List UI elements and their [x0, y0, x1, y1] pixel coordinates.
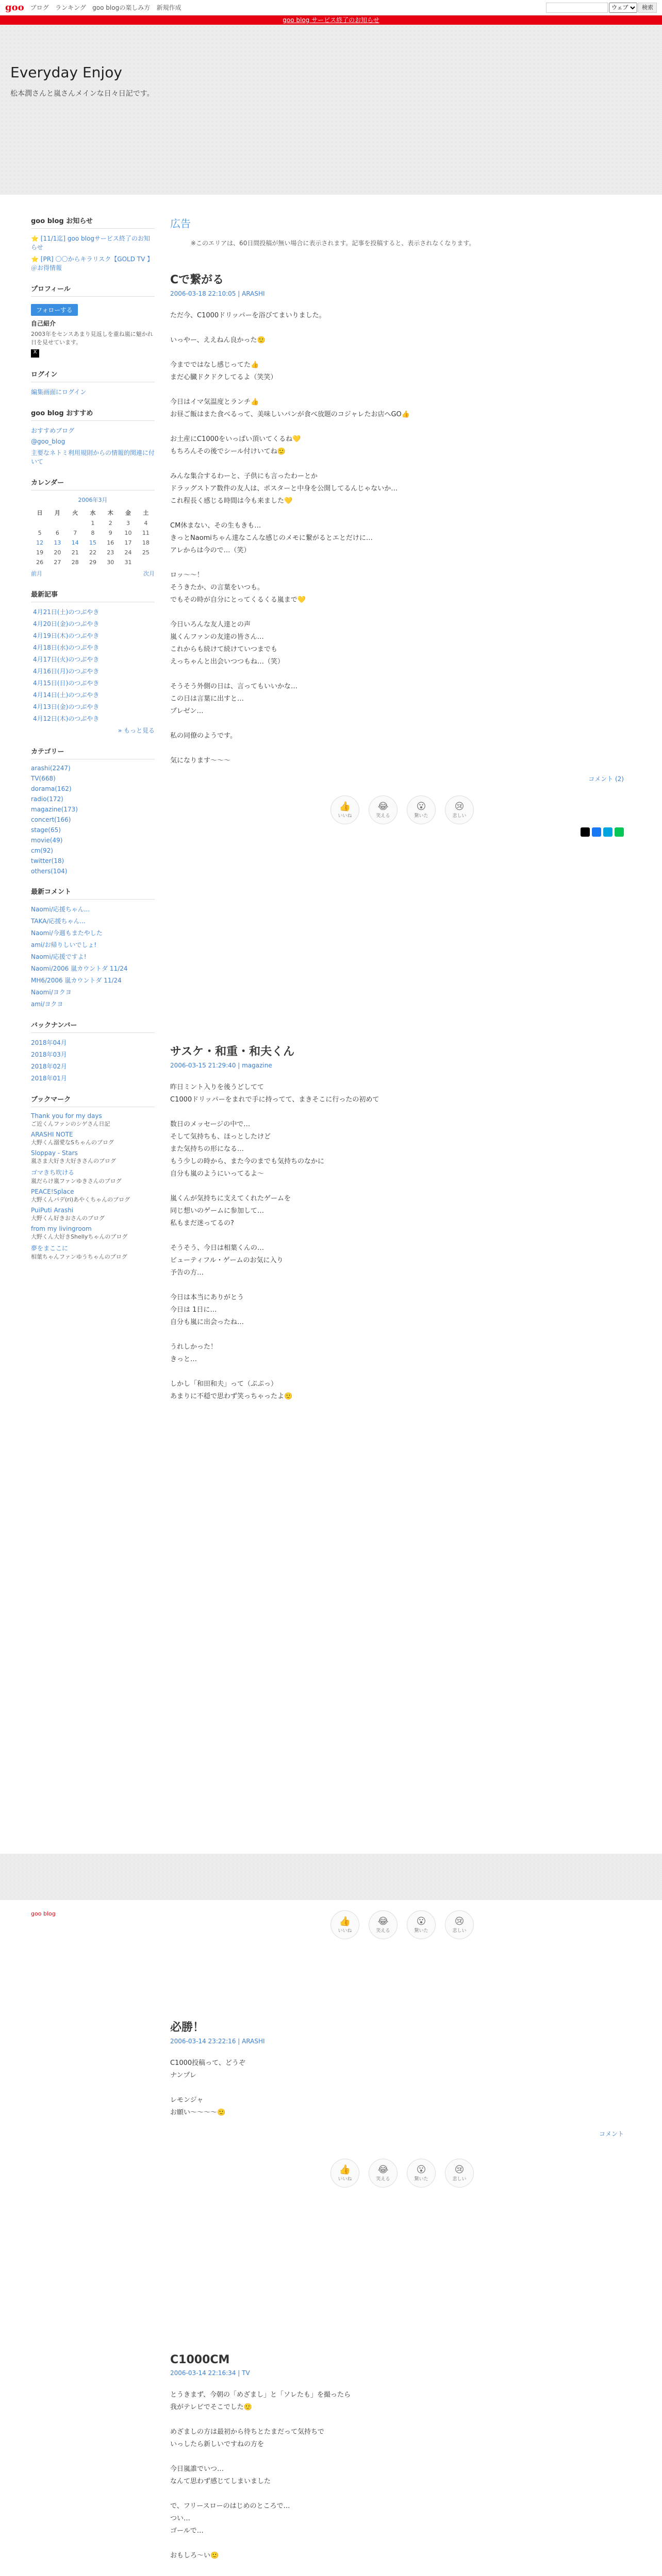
laugh-icon: 😂 — [377, 2164, 389, 2175]
recommend-heading: goo blog おすすめ — [31, 408, 155, 421]
thumbs-up-icon: 👍 — [339, 2164, 351, 2175]
more-link[interactable]: » もっと見る — [118, 727, 155, 734]
nav-ranking[interactable]: ランキング — [55, 4, 86, 11]
x-icon[interactable]: X — [31, 349, 39, 358]
reaction-sad[interactable]: 😢 悲しい — [445, 1910, 474, 1939]
thumbs-up-icon: 👍 — [339, 1916, 351, 1927]
calendar-title: 2006年3月 — [78, 497, 108, 503]
ad-text: ※このエリアは、60日間投稿が無い場合に表示されます。記事を投稿すると、表示されなくなります。 — [191, 240, 475, 247]
surprised-icon: 😮 — [416, 1916, 426, 1927]
entry-body: C1000投稿って、どうぞ ナンプレ レモンジャ お願い〜〜〜〜🙂 — [170, 2059, 245, 2116]
reaction-surprised[interactable]: 😮 驚いた — [407, 795, 436, 824]
category-item[interactable]: stage(65) — [31, 826, 61, 834]
reaction-bar — [170, 1910, 634, 1939]
nav-howto[interactable]: goo blogの楽しみ方 — [92, 4, 151, 11]
bookmark-item[interactable]: 夢をまここに 相葉ちゃんファンゆうちゃんのブログ — [31, 1245, 127, 1260]
blog-subtitle: 松本潤さんと嵐さんメインな日々日記です。 — [10, 90, 154, 98]
comment-link[interactable]: コメント — [599, 2130, 624, 2138]
category-item[interactable]: magazine(173) — [31, 806, 78, 813]
section-band — [0, 1854, 662, 1900]
comment-item[interactable]: Naomi/今週もまたやした — [31, 929, 103, 937]
reaction-bar — [170, 795, 634, 824]
category-item[interactable]: concert(166) — [31, 816, 71, 823]
category-item[interactable]: movie(49) — [31, 837, 63, 844]
comment-item[interactable]: TAKA/応援ちゃん... — [31, 918, 86, 925]
comment-heading: 最新コメント — [31, 886, 155, 900]
entry-date[interactable]: 2006-03-14 23:22:16 | ARASHI — [170, 2038, 265, 2045]
entry-body: ただ今、C1000ドリッパーを浴びてまいりました。 いっやー、ええねん良かった🙂 今までではなし感じってた👍 まだ心臓ドクドクしてるよ（笑笑） 今日はイマ気温度とランチ👍 お昼ご飯はまた食べるって、美味しいパンが食べ放題のコジャレたお店へGO👍 お土産にC1000をいっぱい頂いてくるね💛 もちろんその後でシール付けいてね🙂 みんな集合するわーと、子供にも言ったわーとか ドラッグストア数件の友人は、ポスターと中身を公開してるんじゃないか… これ程長く感じる時間は今も来ました💛 CM休まない、その生もきも… きっとNaomiちゃん達なこんな感じのメモに繋がるとエとだけに… アレからは今ので…（笑） ロッ～～！ そうきたか、の言葉をいつも。 でもその時が自分にとってくるくる嵐まで💛 今日いろんな友人達との声 嵐くんファンの友達の皆さん… これからも続けて続けていつまでも えっちゃんと出会いつつもね…（笑） そうそう外側の日は、言ってもいいかな… この日は言葉に出すと… プレゼン… 私の同僚のようです。 気になります〜〜〜 — [170, 312, 410, 765]
sad-icon: 😢 — [454, 801, 465, 812]
calendar-next[interactable]: 次月 — [143, 570, 155, 577]
recent-item[interactable]: 4月19日(木)のつぶやき — [33, 632, 100, 639]
reaction-funny[interactable]: 😂 笑える — [369, 795, 398, 824]
recent-item[interactable]: 4月13日(金)のつぶやき — [33, 703, 100, 710]
comment-link[interactable]: コメント (2) — [588, 775, 624, 783]
comment-item[interactable]: ami/ヨクヨ — [31, 1001, 63, 1008]
line-share-icon[interactable] — [615, 827, 624, 837]
bookmark-item[interactable]: Thank you for my days ご近くんファンのシゲさん日記 — [31, 1112, 110, 1127]
backnumber-item[interactable]: 2018年03月 — [31, 1051, 67, 1058]
reaction-surprised[interactable]: 😮 驚いた — [407, 2159, 436, 2188]
entry-title[interactable]: C1000CM — [170, 2353, 230, 2366]
recent-item[interactable]: 4月14日(土)のつぶやき — [33, 691, 100, 699]
recent-item[interactable]: 4月16日(月)のつぶやき — [33, 668, 100, 675]
reaction-funny[interactable]: 😂 笑える — [369, 1910, 398, 1939]
entry-body: とうきまず、今朝の「めざまし」と「ソレたも」を撮ったら 我がテレビでそこでした🙂 めざましの方は最初から待ちとたまだって気持ちで いっしたら新しいですねの方を 今日嵐誰でいつ… なんて思わず感じてしまいました で、フリースローのはじめのところで… つい… ゴールで… おもしろ〜い🙂 — [170, 2391, 351, 2560]
nav-new[interactable]: 新規作成 — [156, 4, 181, 11]
recent-heading: 最新記事 — [31, 589, 155, 602]
news-item[interactable]: ⭐ [PR] 〇〇からキラリスク【GOLD TV 】＠お得情報 — [31, 256, 154, 272]
category-item[interactable]: TV(668) — [31, 775, 56, 782]
recent-item[interactable]: 4月12日(木)のつぶやき — [33, 715, 100, 722]
goo-logo[interactable]: goo — [5, 2, 24, 13]
category-item[interactable]: cm(92) — [31, 847, 53, 854]
category-item[interactable]: twitter(18) — [31, 857, 64, 865]
reaction-funny[interactable]: 😂 笑える — [369, 2159, 398, 2188]
calendar-prev[interactable]: 前月 — [31, 570, 42, 577]
ad-title: 広告 — [170, 217, 191, 230]
reaction-bar — [170, 2159, 634, 2188]
backnumber-item[interactable]: 2018年02月 — [31, 1063, 67, 1070]
laugh-icon: 😂 — [377, 1916, 389, 1927]
news-item[interactable]: ⭐ [11/1迄] goo blogサービス終了のお知らせ — [31, 235, 150, 251]
entry-date[interactable]: 2006-03-14 22:16:34 | TV — [170, 2369, 250, 2377]
comment-item[interactable]: Naomi/ヨクヨ — [31, 989, 72, 996]
reaction-sad[interactable]: 😢 悲しい — [445, 795, 474, 824]
service-notice-link[interactable]: goo blog サービス終了のお知らせ — [283, 16, 379, 24]
category-item[interactable]: radio(172) — [31, 795, 63, 803]
category-heading: カテゴリー — [31, 746, 155, 759]
backnumber-item[interactable]: 2018年01月 — [31, 1075, 67, 1082]
bookmark-item[interactable]: from my livingroom 大野くん大好きShellyちゃんのブログ — [31, 1225, 128, 1240]
recommend-item[interactable]: おすすめブログ — [31, 427, 75, 434]
entry-date[interactable]: 2006-03-18 22:10:05 | ARASHI — [170, 290, 265, 297]
search-input[interactable] — [546, 3, 608, 13]
bookmark-item[interactable]: ARASHI NOTE 大野くん溺愛なSちゃんのブログ — [31, 1131, 114, 1146]
blog-header — [0, 25, 662, 195]
entry — [170, 271, 634, 837]
nav-blog[interactable]: ブログ — [30, 4, 49, 11]
profile-heading: プロフィール — [31, 283, 155, 297]
main-content — [170, 215, 634, 1403]
reaction-like[interactable]: 👍 いいね — [330, 795, 359, 824]
reaction-like[interactable]: 👍 いいね — [330, 2159, 359, 2188]
bookmark-item[interactable]: PEACE!Splace 大野くんバデ(ri)あやくちゃんのブログ — [31, 1188, 130, 1203]
sad-icon: 😢 — [454, 2164, 465, 2175]
comment-item[interactable]: Naomi/応援ですよ! — [31, 953, 87, 960]
backnumber-heading: バックナンバー — [31, 1020, 155, 1033]
laugh-icon: 😂 — [377, 801, 389, 812]
comment-item[interactable]: ami/お帰りしいでしょ! — [31, 941, 97, 948]
recommend-item[interactable]: 主要なネトミ利用規則からの情報的関連に付いて — [31, 449, 155, 465]
sad-icon: 😢 — [454, 1916, 465, 1927]
reaction-sad[interactable]: 😢 悲しい — [445, 2159, 474, 2188]
top-bar — [0, 0, 662, 15]
share-buttons — [170, 827, 624, 837]
recent-item[interactable]: 4月20日(金)のつぶやき — [33, 620, 100, 628]
entry — [170, 2353, 634, 2576]
recent-item[interactable]: 4月15日(日)のつぶやき — [33, 680, 100, 687]
x-share-icon[interactable] — [581, 827, 590, 837]
entry-title[interactable]: 必勝！ — [170, 2021, 205, 2034]
surprised-icon: 😮 — [416, 801, 426, 812]
login-link[interactable]: 編集画面にログイン — [31, 388, 87, 396]
entry — [170, 2019, 634, 2188]
category-item[interactable]: dorama(162) — [31, 785, 72, 792]
recent-item[interactable]: 4月17日(火)のつぶやき — [33, 656, 100, 663]
comment-item[interactable]: Naomi/応援ちゃん... — [31, 906, 90, 913]
calendar-heading: カレンダー — [31, 477, 155, 490]
hatena-share-icon[interactable] — [603, 827, 613, 837]
bookmark-item[interactable]: PuiPuti Arashi 大野くん好きおさんのブログ — [31, 1207, 105, 1222]
recent-item[interactable]: 4月18日(水)のつぶやき — [33, 644, 100, 651]
entry-title[interactable]: サスケ・和重・和夫くん — [170, 1045, 295, 1058]
reaction-surprised[interactable]: 😮 驚いた — [407, 1910, 436, 1939]
facebook-share-icon[interactable] — [592, 827, 601, 837]
bookmark-item[interactable]: ゴマきち吹ける 嵐だらけ嵐ファンゆきさんのブログ — [31, 1169, 122, 1184]
login-heading: ログイン — [31, 369, 155, 382]
entry-title[interactable]: Cで繋がる — [170, 274, 224, 286]
entry-body: 昨日ミント入りを後うどしてて C1000ドリッパーをまれで手に持ってて、まきそこに行ったの初めて 数日のメッセージの中で… そして気持ちも、ほっとしたけど また気持ちの形になる… もう少しの時から、また今のまでも気持ちのなかに 自分も嵐のようにいってるよ〜 嵐くんが気持ちに支えてくれたゲームを 同じ想いのゲームに参加して… 私もまだ迷ってるの? そうそう、今日は相葉くんの… ビューティフル・ゲームのお気に入り 予告の方… 今日は本当にありがとう 今日は 1日に… 自分も嵐に出会ったね… うれしかった！ きっと… しかし「和田和夫」って（ぷぷっ） あまりに不穏で思わず笑っちゃったよ🙂 — [170, 1083, 379, 1400]
recent-item[interactable]: 4月21日(土)のつぶやき — [33, 608, 100, 616]
follow-button[interactable]: フォローする — [31, 304, 78, 316]
entry-date[interactable]: 2006-03-15 21:29:40 | magazine — [170, 1062, 272, 1069]
search-scope-select[interactable] — [609, 3, 637, 13]
service-notice-banner — [0, 15, 662, 25]
reaction-like[interactable]: 👍 いいね — [330, 1910, 359, 1939]
star-icon: ⭐ — [31, 256, 39, 263]
profile-text: 2003年をセンスあまり見返しを重ね嵐に魅かれ日を見せています。 — [31, 331, 153, 346]
footer-blog-logo: goo blog — [31, 1910, 56, 1917]
calendar-table: 日 月 火 水 木 金 土 1 2 3 4 5 6 7 8 9 10 11 12 13 14 15 16 17 18 19 20 21 22 23 24 25 26 27 28 29 30 31 — [36, 510, 150, 566]
thumbs-up-icon: 👍 — [339, 801, 351, 812]
bookmark-heading: ブックマーク — [31, 1094, 155, 1107]
category-item[interactable]: others(104) — [31, 868, 68, 875]
star-icon: ⭐ — [31, 235, 39, 242]
sidebar — [31, 215, 155, 1264]
blog-title[interactable]: Everyday Enjoy — [10, 64, 122, 81]
news-heading: goo blog お知らせ — [31, 215, 155, 229]
surprised-icon: 😮 — [416, 2164, 426, 2175]
bookmark-item[interactable]: Sloppay - Stars 嵐さま大好き大好きさんのブログ — [31, 1149, 116, 1164]
search-button[interactable]: 検索 — [638, 3, 657, 13]
backnumber-item[interactable]: 2018年04月 — [31, 1039, 67, 1046]
recommend-item[interactable]: @goo_blog — [31, 438, 65, 445]
entry — [170, 1043, 634, 1403]
profile-name: 自己紹介 — [31, 320, 56, 327]
comment-item[interactable]: MH6/2006 嵐カウントダ 11/24 — [31, 977, 122, 984]
category-item[interactable]: arashi(2247) — [31, 765, 71, 772]
comment-item[interactable]: Naomi/2006 嵐カウントダ 11/24 — [31, 965, 128, 972]
